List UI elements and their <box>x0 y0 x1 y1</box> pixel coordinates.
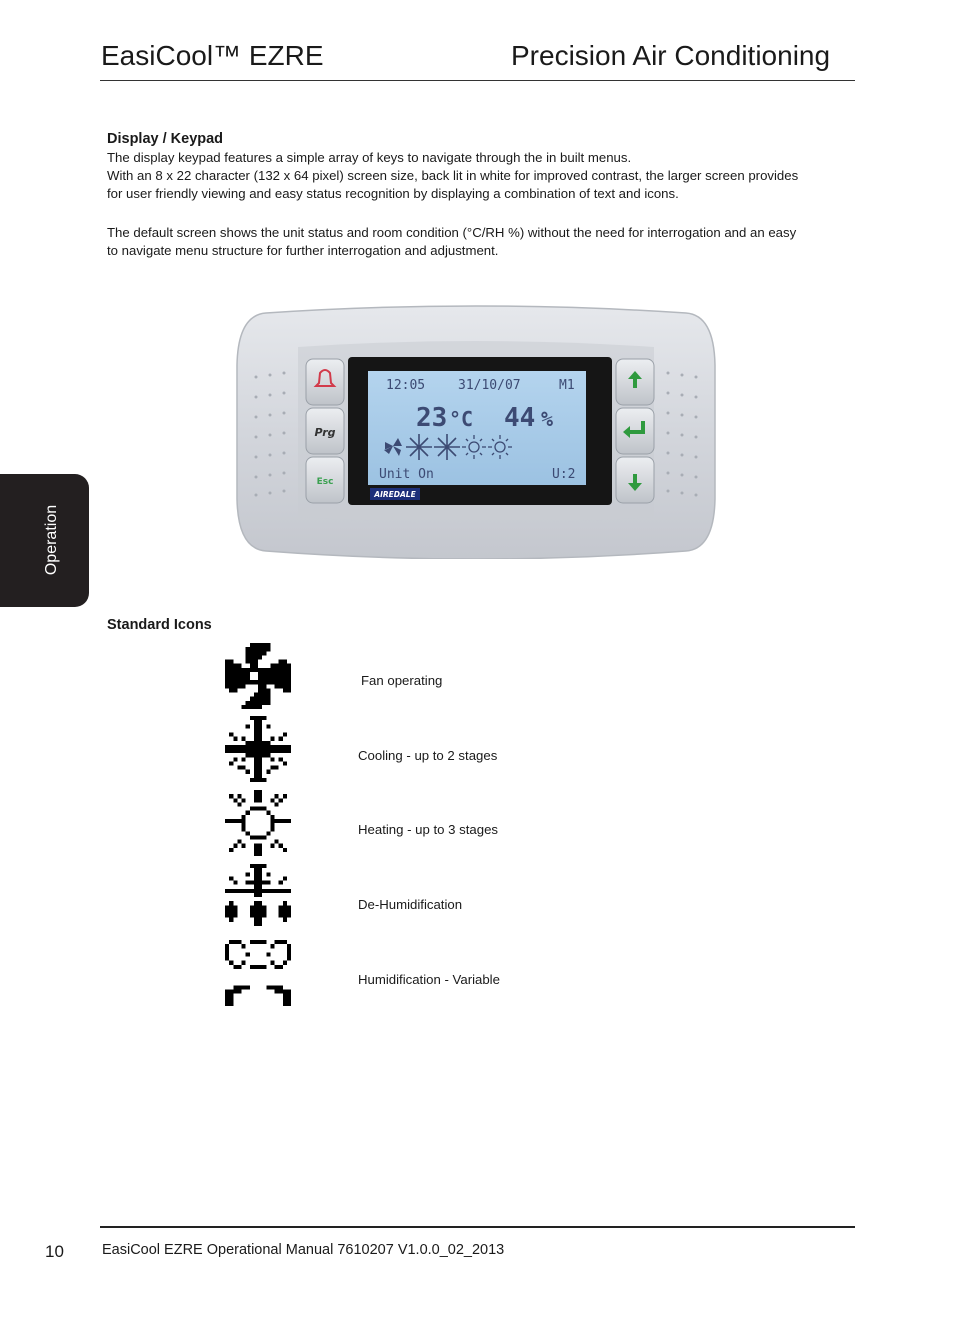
product-title: EasiCool™ EZRE <box>101 40 324 71</box>
svg-text:Prg: Prg <box>314 426 336 439</box>
screen-humidity: 44 <box>504 403 536 433</box>
standard-icons-heading: Standard Icons <box>107 617 212 633</box>
enter-button[interactable] <box>616 408 654 454</box>
section-tab <box>0 474 89 607</box>
document-subject: Precision Air Conditioning <box>511 40 831 71</box>
up-button[interactable] <box>616 359 654 405</box>
footer-divider <box>100 1226 855 1228</box>
alarm-button[interactable] <box>306 359 344 405</box>
screen-status: Unit On <box>379 467 434 482</box>
header-divider <box>100 80 855 81</box>
brand-logo: AIREDALE <box>374 490 416 499</box>
screen-time: 12:05 <box>386 378 426 393</box>
icon-label-humidification: Humidification - Variable <box>358 972 500 987</box>
program-button[interactable] <box>306 408 344 454</box>
screen-humidity-unit: % <box>541 407 554 431</box>
display-keypad-heading: Display / Keypad <box>107 131 224 147</box>
screen-unit-id: U:2 <box>552 467 576 482</box>
page-number: 10 <box>45 1242 64 1261</box>
icon-label-heating: Heating - up to 3 stages <box>358 822 499 837</box>
escape-button[interactable] <box>306 457 344 503</box>
display-keypad-paragraph-2: The default screen shows the unit status and room condition (°C/RH %) without the need for interrogation and an easy to navigate menu structure for further interrogation and adjustment. <box>107 225 797 258</box>
sun-icon <box>224 790 292 856</box>
keypad-illustration <box>236 305 716 559</box>
screen-temp-unit: °C <box>449 407 474 431</box>
dehumidification-icon <box>224 864 292 930</box>
snowflake-icon <box>224 716 292 782</box>
fan-icon <box>224 643 292 709</box>
esc-icon: Esc <box>316 477 334 487</box>
screen-date: 31/10/07 <box>458 378 521 393</box>
icon-label-fan: Fan operating <box>361 673 443 688</box>
section-tab-label: Operation <box>43 504 60 576</box>
humidification-icon <box>224 940 292 1006</box>
footer-manual-reference: EasiCool EZRE Operational Manual 7610207 V1.0.0_02_2013 <box>102 1242 505 1258</box>
icon-label-cooling: Cooling - up to 2 stages <box>358 748 498 763</box>
screen-temperature: 23 <box>416 403 448 433</box>
display-keypad-paragraph-1: The display keypad features a simple array of keys to navigate through the in built menus. With an 8 x 22 character (132 x 64 pixel) screen size, back lit in white for improved contrast, the larger screen provides for user friendly viewing and easy status recognition by displaying a combination of text and icons. <box>107 150 799 201</box>
screen-mode: M1 <box>559 378 575 393</box>
down-button[interactable] <box>616 457 654 503</box>
icon-label-dehumidification: De-Humidification <box>358 897 463 912</box>
